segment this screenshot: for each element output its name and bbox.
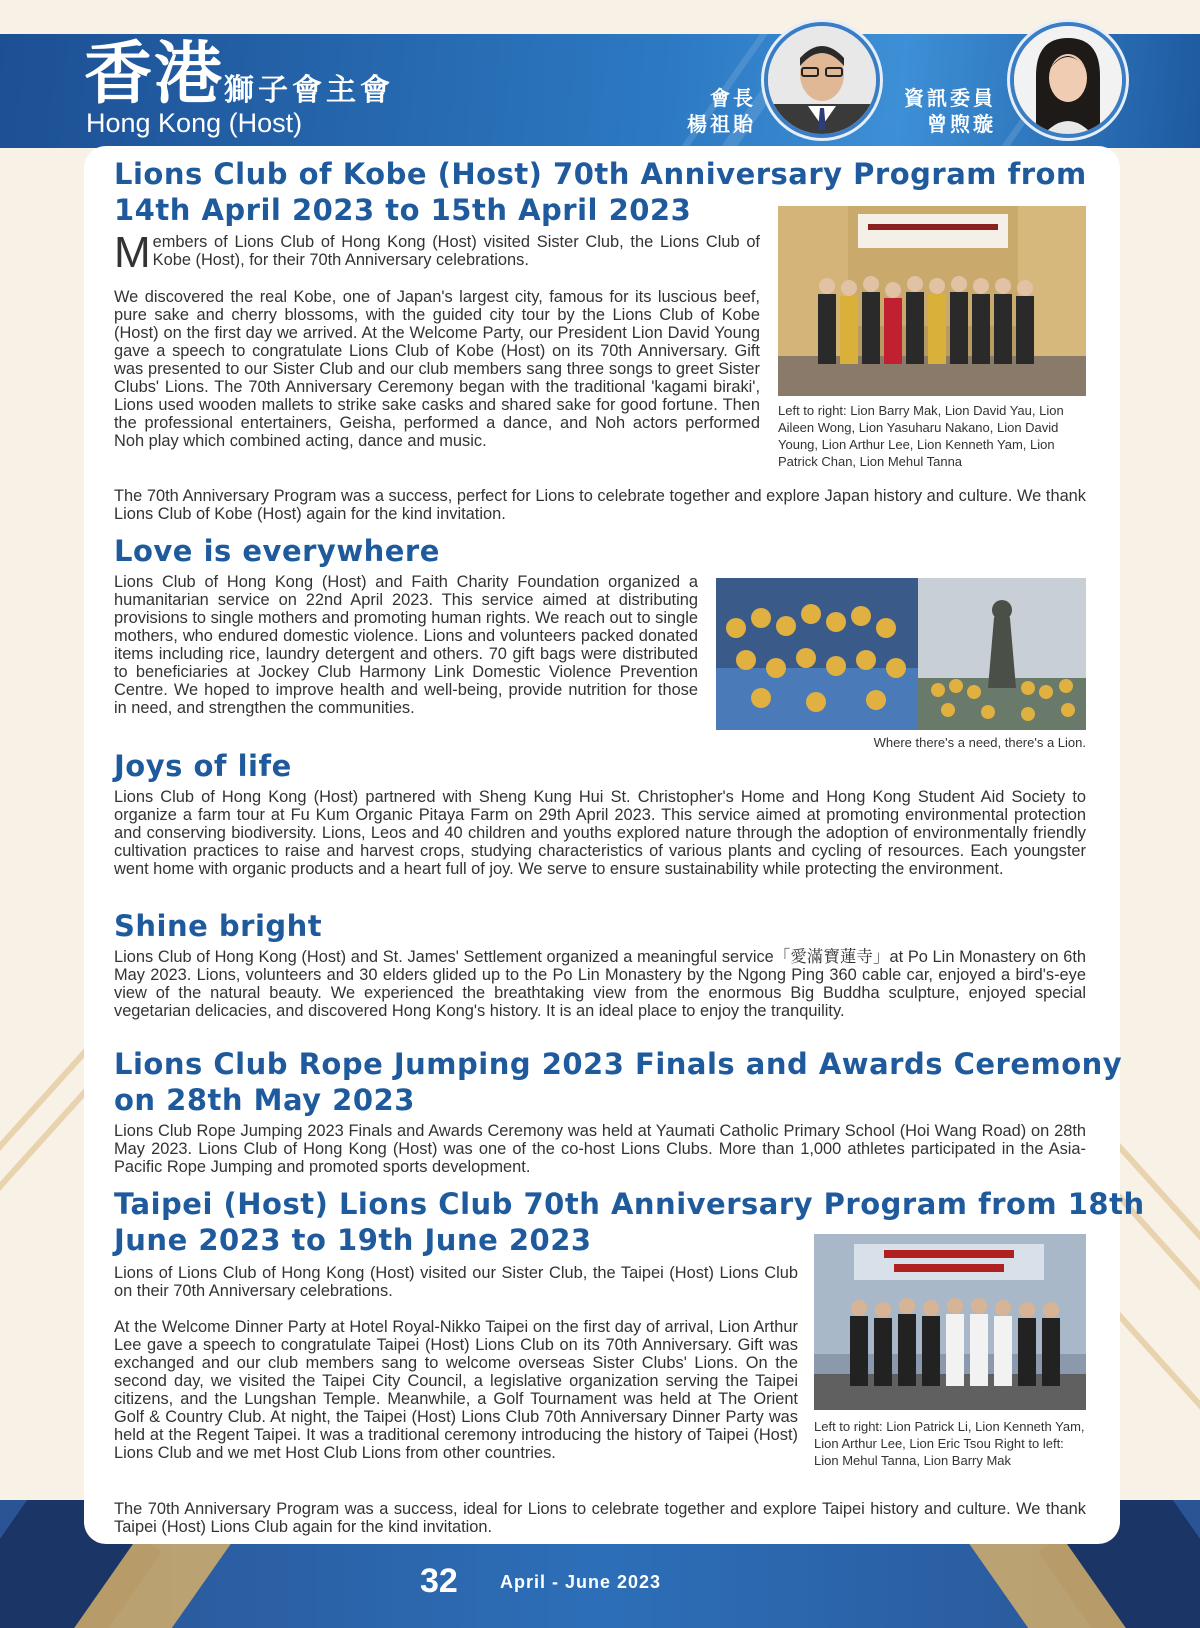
- shine-body: Lions Club of Hong Kong (Host) and St. James' Settlement organized a meaningful service「愛滿寶蓮寺」at Po Lin Monastery on 6th May 2023. Lions, volunteers and 30 elders glided up to the Po Lin Monastery by the Ngong Ping 360 cable car, enjoyed a bird's-eye view of the natural beauty. We experienced the breathtaking view from the enormous Big Buddha sculpture, enjoyed special vegetarian delicacies, and discovered Hong Kong's history. It is an ideal place to enjoy the tranquility.: [114, 948, 1086, 1020]
- info-officer-name: 曾煦璇: [927, 114, 996, 136]
- joys-body: Lions Club of Hong Kong (Host) partnered with Sheng Kung Hui St. Christopher's Home and Hong Kong Student Aid Society to organize a farm tour at Fu Kum Organic Pitaya Farm on 29th April 2023. This service aimed at promoting environmental protection and conserving biodiversity. Lions, Leos and 40 children and youths explored nature through the adoption of environmentally friendly cultivation practices to raise and harvest crops, studying characteristics of various plants and cycling of resources. Each youngster went home with organic products and a heart full of joy. We serve to ensure sustainability while protecting the environment.: [114, 788, 1086, 878]
- taipei-group-photo: [814, 1234, 1086, 1410]
- section-heading-kobe: Lions Club of Kobe (Host) 70th Anniversary Program from 14th April 2023 to 15th April 2023: [114, 157, 1087, 227]
- love-service-photo-1: [716, 578, 918, 730]
- kobe-dropcap: M: [114, 228, 151, 277]
- section-heading-shine: Shine bright: [114, 909, 323, 943]
- section-heading-joys: Joys of life: [114, 749, 292, 783]
- kobe-body: We discovered the real Kobe, one of Japan's largest city, famous for its luscious beef, pure sake and cherry blossoms, with the guided city tour by the Lions Club of Kobe (Host) on the first day we arrived. At the Welcome Party, our President Lion David Young gave a speech to congratulate Lions Club of Kobe (Host) on its 70th Anniversary. Gift was presented to our Sister Club and our club members sang three songs to greet Sister Clubs' Lions. The 70th Anniversary Ceremony began with the traditional 'kagami biraki', Lions used wooden mallets to strike sake casks and shared sake for good fortune. Then the professional entertainers, Geisha, performed a dance, and Noh actors performed Noh play which combined acting, dance and music.: [114, 288, 760, 450]
- president-avatar: [764, 22, 880, 138]
- love-photo-caption: Where there's a need, there's a Lion.: [873, 735, 1086, 750]
- info-officer-credit: [880, 86, 996, 138]
- header-title-chinese: 香港: [84, 36, 225, 112]
- kobe-conclusion: The 70th Anniversary Program was a success, perfect for Lions to celebrate together and explore Japan history and culture. We thank Lions Club of Kobe (Host) again for the kind invitation.: [114, 487, 1086, 523]
- rope-body: Lions Club Rope Jumping 2023 Finals and Awards Ceremony was held at Yaumati Catholic Primary School (Hoi Wang Road) on 28th May 2023. Lions Club of Hong Kong (Host) was one of the co-host Lions Clubs. More than 1,000 athletes participated in the Asia-Pacific Rope Jumping and promoted sports development.: [114, 1122, 1086, 1176]
- section-heading-taipei: Taipei (Host) Lions Club 70th Anniversary Program from 18th June 2023 to 19th June 2023: [114, 1187, 1145, 1257]
- president-name: 楊祖貽: [687, 114, 756, 136]
- taipei-body: At the Welcome Dinner Party at Hotel Royal-Nikko Taipei on the first day of arrival, Lion Arthur Lee gave a speech to congratulate Taipei (Host) Lions Club on its 70th Anniversary. Gift was exchanged and our club members sang to welcome overseas Sister Clubs' Lions. On the second day, we visited the Taipei City Council, a legislative organization serving the Taipei citizens, and the Lungshan Temple. Meanwhile, a Golf Tournament was held at The Orient Golf & Country Club. At night, the Taipei (Host) Lions Club 70th Anniversary Dinner Party was held at the Regent Taipei. It was a traditional ceremony introducing the history of Taipei (Host) Lions Club and we met Host Club Lions from other countries.: [114, 1318, 798, 1462]
- love-service-photo-2: [918, 578, 1086, 730]
- info-officer-role: 資訊委員: [904, 88, 996, 110]
- taipei-photo-caption: Left to right: Lion Patrick Li, Lion Kenneth Yam, Lion Arthur Lee, Lion Eric Tsou Right to left: Lion Mehul Tanna, Lion Barry Mak: [814, 1419, 1085, 1468]
- issue-date: April - June 2023: [500, 1572, 662, 1592]
- header-title-chinese-suffix: 獅子會主會: [224, 74, 394, 107]
- header-title-english: Hong Kong (Host): [86, 108, 303, 138]
- section-heading-love: Love is everywhere: [114, 534, 440, 568]
- section-heading-rope-jumping: Lions Club Rope Jumping 2023 Finals and Awards Ceremony on 28th May 2023: [114, 1047, 1123, 1117]
- kobe-group-photo: [778, 206, 1086, 396]
- taipei-intro: Lions of Lions Club of Hong Kong (Host) visited our Sister Club, the Taipei (Host) Lions Club on their 70th Anniversary celebrations.: [114, 1264, 798, 1300]
- president-role: 會長: [710, 88, 756, 110]
- kobe-intro: M embers of Lions Club of Hong Kong (Host) visited Sister Club, the Lions Club of Kobe (Host), for their 70th Anniversary celebrations.: [114, 228, 760, 277]
- info-officer-avatar: [1010, 22, 1126, 138]
- page-number: 32: [420, 1562, 458, 1600]
- taipei-conclusion: The 70th Anniversary Program was a success, ideal for Lions to celebrate together and explore Taipei history and culture. We thank Taipei (Host) Lions Club again for the kind invitation.: [114, 1500, 1086, 1536]
- president-credit: [640, 86, 756, 138]
- love-body: Lions Club of Hong Kong (Host) and Faith Charity Foundation organized a humanitarian service on 22nd April 2023. This service aimed at distributing provisions to single mothers and promoting human rights. We reach out to single mothers, who endured domestic violence. Lions and volunteers packed donated items including rice, laundry detergent and others. 70 gift bags were distributed to beneficiaries at Jockey Club Harmony Link Domestic Violence Prevention Centre. We hoped to improve health and well-being, provide nutrition for those in need, and strengthen the communities.: [114, 573, 698, 717]
- kobe-photo-caption: Left to right: Lion Barry Mak, Lion David Yau, Lion Aileen Wong, Lion Yasuharu Nakano, Lion David Young, Lion Arthur Lee, Lion Kenneth Yam, Lion Patrick Chan, Lion Mehul Tanna: [778, 403, 1064, 469]
